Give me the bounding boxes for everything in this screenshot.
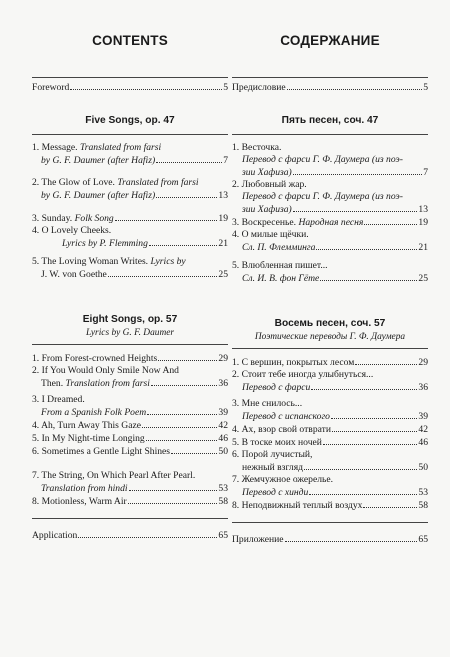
page-number: 25	[218, 269, 228, 280]
page-number: 58	[418, 500, 428, 511]
toc-entry[interactable]: 6. Sometimes a Gentle Light Shines 50	[32, 446, 228, 457]
toc-entry-cont: by G. F. Daumer (after Hafiz) 7	[41, 155, 228, 166]
page-number: 50	[218, 446, 228, 457]
toc-entry[interactable]: 4. Ah, Turn Away This Gaze 42	[32, 420, 228, 431]
divider	[32, 77, 228, 78]
divider	[232, 77, 428, 78]
toc-entry-cont: Lyrics by P. Flemming 21	[62, 238, 228, 249]
toc-entry[interactable]: 2. Любовный жар.	[232, 179, 307, 190]
page-number: 13	[218, 190, 228, 201]
toc-entry-cont: by G. F. Daumer (after Hafiz) 13	[41, 190, 228, 201]
page-number: 29	[418, 357, 428, 368]
toc-entry[interactable]: 5. In My Night-time Longing 46	[32, 433, 228, 444]
toc-entry[interactable]: 3. I Dreamed.	[32, 394, 85, 405]
page-number: 42	[418, 424, 428, 435]
page-number: 46	[218, 433, 228, 444]
contents-heading: СОДЕРЖАНИЕ	[280, 33, 380, 48]
page-number: 39	[418, 411, 428, 422]
page-number: 53	[418, 487, 428, 498]
toc-entry[interactable]: 3. Мне снилось...	[232, 398, 303, 409]
toc-entry-cont: Сл. П. Флемминга 21	[242, 242, 428, 253]
toc-entry-foreword[interactable]: Foreword 5	[32, 82, 228, 93]
page-number: 7	[223, 155, 228, 166]
toc-entry-application[interactable]: Application 65	[32, 530, 228, 541]
toc-entry-cont: Перевод с испанского 39	[242, 411, 428, 422]
page-number: 13	[418, 204, 428, 215]
toc-entry-cont: Then. Translation from farsi 36	[41, 378, 228, 389]
toc-entry[interactable]: 3. Воскресенье. Народная песня 19	[232, 217, 428, 228]
page-number: 53	[218, 483, 228, 494]
toc-entry[interactable]: 5. Влюбленная пишет...	[232, 260, 328, 271]
page-number: 65	[418, 534, 428, 545]
toc-entry[interactable]: 2. If You Would Only Smile Now And	[32, 365, 179, 376]
page-number: 21	[218, 238, 228, 249]
page-number: 19	[418, 217, 428, 228]
section-subtitle: Поэтические переводы Г. Ф. Даумера	[254, 332, 406, 342]
page-number: 29	[218, 353, 228, 364]
toc-entry[interactable]: 1. Весточка.	[232, 142, 282, 153]
section-title-five-songs: Five Songs, op. 47	[85, 115, 175, 126]
toc-entry[interactable]: 4. O Lovely Cheeks.	[32, 225, 112, 236]
page-number: 5	[223, 82, 228, 93]
contents-heading: CONTENTS	[92, 33, 168, 48]
toc-entry[interactable]: 2. Стоит тебе иногда улыбнуться...	[232, 369, 374, 380]
page-number: 65	[218, 530, 228, 541]
toc-entry[interactable]: 3. Sunday. Folk Song 19	[32, 213, 228, 224]
toc-entry-application[interactable]: Приложение 65	[232, 534, 428, 545]
toc-entry-cont: нежный взгляд 50	[242, 462, 428, 473]
toc-entry-cont: Перевод с хинди 53	[242, 487, 428, 498]
toc-entry[interactable]: 5. The Loving Woman Writes. Lyrics by	[32, 256, 186, 267]
toc-entry-cont: Перевод с фарси Г. Ф. Даумера (из поэ-	[242, 154, 403, 165]
contents-column-english	[32, 30, 228, 542]
toc-entry[interactable]: 1. Message. Translated from farsi	[32, 142, 162, 153]
page-number: 36	[218, 378, 228, 389]
toc-entry-cont: Перевод с фарси Г. Ф. Даумера (из поэ-	[242, 191, 403, 202]
section-title-eight-songs: Восемь песен, соч. 57	[274, 318, 386, 329]
toc-entry[interactable]: 5. В тоске моих ночей 46	[232, 437, 428, 448]
toc-entry-cont: J. W. von Goethe 25	[41, 269, 228, 280]
toc-entry-cont: Сл. И. В. фон Гёте 25	[242, 273, 428, 284]
page-number: 7	[423, 167, 428, 178]
section-title-eight-songs: Eight Songs, op. 57	[82, 314, 178, 325]
toc-entry[interactable]: 1. С вершин, покрытых лесом 29	[232, 357, 428, 368]
toc-entry[interactable]: 8. Неподвижный теплый воздух 58	[232, 500, 428, 511]
section-title-five-songs: Пять песен, соч. 47	[281, 115, 379, 126]
toc-entry-cont: From a Spanish Folk Poem 39	[41, 407, 228, 418]
toc-entry[interactable]: 7. The String, On Which Pearl After Pearl.	[32, 470, 196, 481]
toc-entry-cont: Перевод с фарси 36	[242, 382, 428, 393]
page-number: 50	[418, 462, 428, 473]
page-number: 36	[418, 382, 428, 393]
section-subtitle: Lyrics by G. F. Daumer	[85, 328, 175, 338]
page-number: 5	[423, 82, 428, 93]
toc-entry[interactable]: 2. The Glow of Love. Translated from farsi	[32, 177, 199, 188]
toc-entry[interactable]: 7. Жемчужное ожерелье.	[232, 474, 334, 485]
toc-entry-cont: зии Хафиза) 13	[242, 204, 428, 215]
toc-entry[interactable]: 4. Ах, взор свой отврати 42	[232, 424, 428, 435]
toc-entry[interactable]: 6. Порой лучистый,	[232, 449, 313, 460]
contents-column-russian	[232, 30, 428, 546]
page-number: 58	[218, 496, 228, 507]
toc-entry[interactable]: 1. From Forest-crowned Heights 29	[32, 353, 228, 364]
toc-entry[interactable]: 8. Motionless, Warm Air 58	[32, 496, 228, 507]
page-number: 25	[418, 273, 428, 284]
toc-entry-cont: зии Хафиза) 7	[242, 167, 428, 178]
page-number: 19	[218, 213, 228, 224]
toc-entry-cont: Translation from hindi 53	[41, 483, 228, 494]
page-number: 42	[218, 420, 228, 431]
page-number: 46	[418, 437, 428, 448]
page-number: 39	[218, 407, 228, 418]
toc-entry[interactable]: 4. О милые щёчки.	[232, 229, 309, 240]
page-number: 21	[418, 242, 428, 253]
toc-entry-foreword[interactable]: Предисловие 5	[232, 82, 428, 93]
